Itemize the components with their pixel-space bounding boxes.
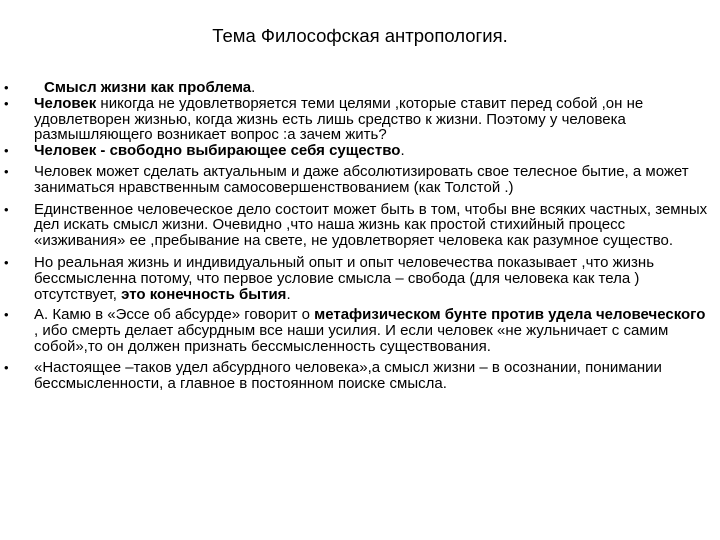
bullet-text-segment: А. Камю в «Эссе об абсурде» говорит о bbox=[34, 306, 315, 324]
bullet-glyph: • bbox=[4, 254, 9, 270]
bullet-text bbox=[34, 96, 710, 143]
bullet-text bbox=[34, 80, 710, 96]
bullet-item bbox=[4, 162, 710, 196]
bullet-text-segment: . bbox=[400, 142, 405, 160]
bullet-item bbox=[4, 200, 710, 250]
bullet-glyph: • bbox=[4, 359, 9, 375]
bullet-text-segment: Но реальная жизнь и индивидуальный опыт и опыт человечества показывает ,что жизнь бессмысленна потому, что первое условие смысла – свобода (для человека как тела ) отсутствует, bbox=[34, 253, 655, 303]
bullet-item bbox=[4, 142, 710, 160]
bullet-glyph: • bbox=[4, 307, 9, 323]
bullet-text bbox=[34, 360, 710, 392]
bullet-text bbox=[34, 143, 710, 159]
bullet-glyph: • bbox=[4, 80, 9, 95]
bullet-text bbox=[34, 255, 710, 302]
bullet-text-segment: , ибо смерть делает абсурдным все наши усилия. И если человек «не жульничает с самим собой»,то он должен признать бессмысленность существования. bbox=[34, 322, 669, 355]
bullet-text-bold: Человек - свободно выбирающее себя существо bbox=[34, 142, 401, 160]
slide-title: Тема Философская антропология. bbox=[212, 25, 508, 46]
bullet-text bbox=[34, 307, 710, 354]
bullet-list bbox=[4, 79, 710, 392]
bullet-glyph: • bbox=[4, 201, 9, 217]
bullet-item bbox=[4, 306, 710, 355]
bullet-glyph: • bbox=[4, 163, 9, 179]
bullet-item bbox=[4, 358, 710, 392]
bullet-item bbox=[4, 253, 710, 303]
bullet-item bbox=[4, 94, 710, 144]
bullet-text-segment: . bbox=[251, 79, 256, 96]
bullet-text-bold: это конечность бытия bbox=[121, 285, 287, 303]
bullet-text-bold: Смысл жизни как проблема bbox=[44, 79, 252, 96]
bullet-text-segment: Человек может сделать актуальным и даже абсолютизировать свое телесное бытие, а может заниматься нравственным самосовершенствованием (как Толстой .) bbox=[34, 162, 689, 196]
bullet-text-segment: никогда не удовлетворяется теми целями ,которые ставит перед собой ,он не удовлетворен жизнью, когда жизнь есть лишь средство к жизни. Поэтому у человека размышляющего возникает вопрос :а зачем жить? bbox=[34, 94, 644, 144]
bullet-text-segment: . bbox=[286, 285, 291, 303]
bullet-glyph: • bbox=[4, 95, 9, 111]
bullet-glyph: • bbox=[4, 143, 9, 159]
bullet-text-bold: Человек bbox=[34, 94, 97, 112]
bullet-text bbox=[34, 202, 710, 249]
bullet-text-bold: метафизическом бунте против удела человеческого bbox=[314, 306, 706, 324]
bullet-text bbox=[34, 164, 710, 196]
bullet-text-segment: Единственное человеческое дело состоит может быть в том, чтобы вне всяких частных, земных дел искать смысл жизни. Очевидно ,что наша жизнь как простой стихийный процесс «изживания» ее ,пребывание на свете, не удовлетворяет человека как разумное существо. bbox=[34, 200, 708, 250]
bullet-text-segment: «Настоящее –таков удел абсурдного человека»,а смысл жизни – в осознании, понимании бессмысленности, а главное в постоянном поиске смысла. bbox=[34, 358, 662, 392]
bullet-item bbox=[4, 79, 710, 96]
